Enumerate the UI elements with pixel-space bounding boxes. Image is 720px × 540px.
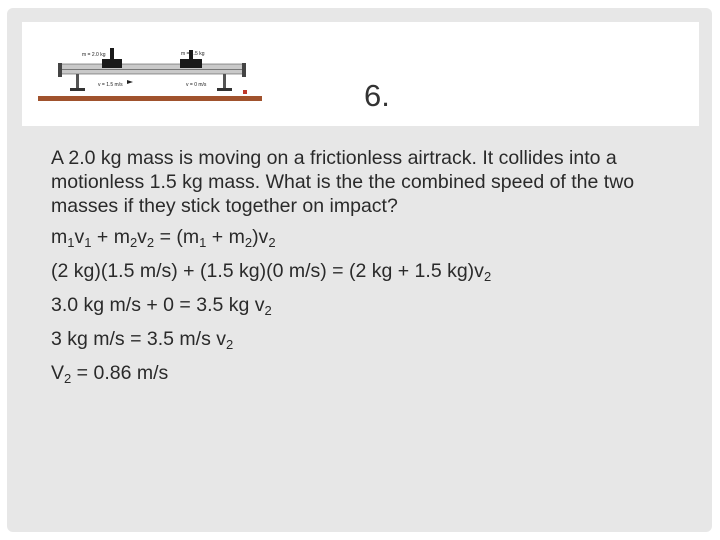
- eq1-text: = (m: [154, 226, 200, 248]
- eq1-sub: 1: [67, 235, 75, 250]
- rail-groove: [60, 69, 244, 70]
- airtrack-diagram: [38, 42, 262, 106]
- eq1-sub: 2: [146, 235, 155, 250]
- slide-body: [51, 146, 671, 395]
- mass-block-left: [102, 59, 122, 68]
- eq5-text: V: [51, 362, 65, 384]
- mass-block-right: [180, 59, 202, 68]
- eq3-sub: 2: [264, 303, 272, 318]
- label-velocity-left: v = 1.5 m/s: [98, 82, 123, 88]
- question-text: A 2.0 kg mass is moving on a frictionless airtrack. It collides into a motionless 1.5 kg mass. What is the the combined speed of the two masses if they stick together on impact?: [51, 147, 635, 217]
- equation-line-3: [51, 293, 671, 327]
- equation-line-5: [51, 361, 671, 395]
- rail-leg-left: [76, 74, 79, 89]
- equation-line-1: [51, 225, 671, 259]
- eq1-text: + m: [206, 226, 245, 248]
- equation-line-4: [51, 327, 671, 361]
- eq1-sub: 2: [244, 235, 253, 250]
- rail-end-left: [58, 63, 62, 77]
- eq1-text: m: [51, 226, 68, 248]
- mass-flag-left: [110, 48, 114, 59]
- slide-number: 6.: [364, 78, 390, 113]
- label-mass-right: m = 1.5 kg: [181, 51, 205, 57]
- eq4-sub: 2: [226, 337, 234, 352]
- eq1-sub: 2: [268, 235, 276, 250]
- eq2-text: (2 kg)(1.5 m/s) + (1.5 kg)(0 m/s) = (2 kg + 1.5 kg)v: [51, 260, 484, 282]
- table-marker: [243, 90, 247, 94]
- eq1-text: v: [74, 226, 85, 248]
- eq2-sub: 2: [483, 269, 492, 284]
- eq1-text: )v: [252, 226, 269, 248]
- label-velocity-right: v = 0 m/s: [186, 82, 207, 88]
- rail-end-right: [242, 63, 246, 77]
- eq1-sub: 1: [84, 235, 92, 250]
- airtrack-illustration: [38, 42, 262, 106]
- label-mass-left: m = 2.0 kg: [82, 52, 106, 58]
- eq1-text: + m: [91, 226, 130, 248]
- table-surface: [38, 96, 262, 101]
- velocity-arrow: [127, 80, 133, 84]
- eq1-sub: 2: [129, 235, 138, 250]
- eq1-sub: 1: [199, 235, 207, 250]
- eq5-sub: 2: [64, 371, 72, 386]
- rail-foot-left: [70, 88, 85, 91]
- eq3-text: 3.0 kg m/s + 0 = 3.5 kg v: [51, 294, 265, 316]
- equation-line-2: [51, 259, 671, 293]
- eq5-text: = 0.86 m/s: [71, 362, 169, 384]
- eq4-text: 3 kg m/s = 3.5 m/s v: [51, 328, 227, 350]
- eq1-text: v: [137, 226, 147, 248]
- rail-leg-right: [223, 74, 226, 89]
- rail-foot-right: [217, 88, 232, 91]
